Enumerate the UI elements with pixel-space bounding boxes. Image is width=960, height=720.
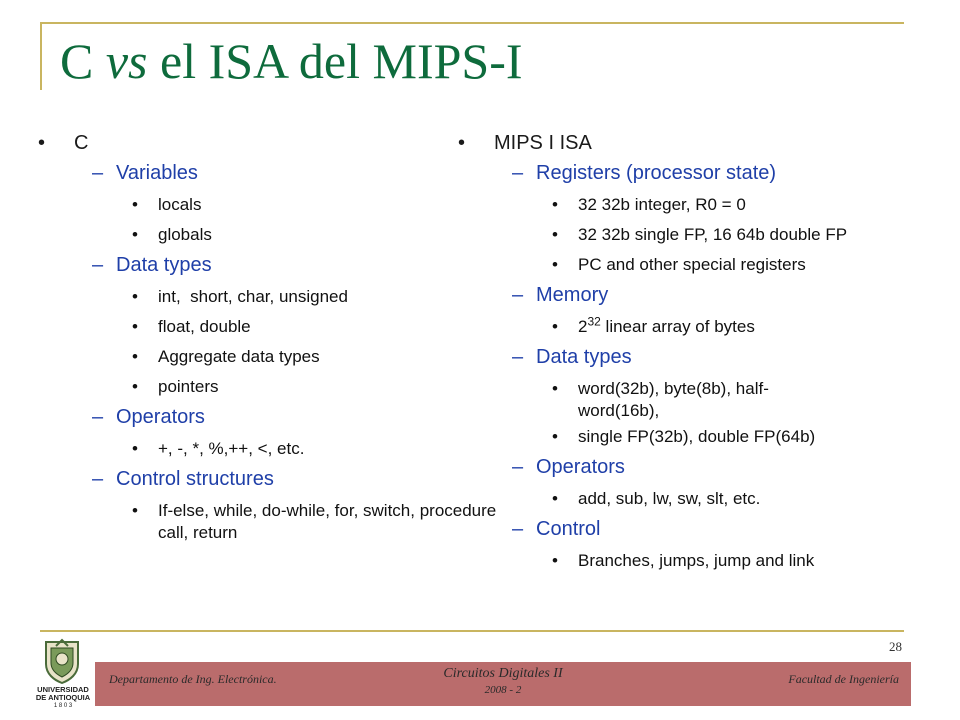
- list-item: • Aggregate data types: [132, 347, 320, 366]
- list-item: • single FP(32b), double FP(64b): [552, 427, 816, 446]
- right-section-data-types: – Data types: [512, 346, 632, 368]
- list-item: • add, sub, lw, sw, slt, etc.: [552, 489, 761, 508]
- footer-course: Circuitos Digitales II 2008 - 2: [443, 666, 563, 696]
- left-section-data-types: – Data types: [92, 254, 212, 276]
- left-section-operators: – Operators: [92, 406, 205, 428]
- list-item: • int, short, char, unsigned: [132, 287, 348, 306]
- crest-icon: [42, 638, 82, 684]
- list-item: • 32 32b integer, R0 = 0: [552, 195, 746, 214]
- list-item: • PC and other special registers: [552, 255, 806, 274]
- list-item: • 32 32b single FP, 16 64b double FP: [552, 225, 848, 244]
- left-accent-line: [40, 22, 42, 90]
- slide-title: C vs el ISA del MIPS-I: [60, 33, 523, 89]
- right-section-memory: – Memory: [512, 284, 609, 306]
- page-number: 28: [889, 639, 902, 654]
- list-item: • If-else, while, do-while, for, switch, procedure call, return: [132, 501, 497, 542]
- list-item: • float, double: [132, 317, 251, 336]
- right-section-registers: – Registers (processor state): [512, 162, 777, 184]
- footer-faculty: Facultad de Ingeniería: [788, 672, 899, 686]
- left-section-control-structures: – Control structures: [92, 468, 274, 490]
- right-column: [456, 132, 926, 580]
- left-section-variables: – Variables: [92, 162, 198, 184]
- left-heading: • C: [38, 132, 89, 154]
- list-item: • Branches, jumps, jump and link: [552, 551, 815, 570]
- university-logo: [34, 638, 92, 714]
- bottom-accent-line: [40, 630, 904, 632]
- right-heading: • MIPS I ISA: [458, 132, 592, 154]
- list-item: • +, -, *, %,++, <, etc.: [132, 439, 305, 458]
- right-section-control: – Control: [512, 518, 601, 540]
- list-item: • pointers: [132, 377, 219, 396]
- list-item: • $2^{32}$ linear array of bytes: [552, 314, 755, 336]
- right-section-operators: – Operators: [512, 456, 625, 478]
- footer-bar: [95, 662, 911, 706]
- left-column: [36, 132, 497, 548]
- logo-text: UNIVERSIDAD DE ANTIOQUIA 1 8 0 3: [35, 685, 91, 709]
- top-accent-line: [40, 22, 904, 24]
- footer-department: Departamento de Ing. Electrónica.: [109, 672, 277, 686]
- list-item: • word(32b), byte(8b), half-word(16b),: [552, 379, 769, 420]
- list-item: • globals: [132, 225, 212, 244]
- list-item: • locals: [132, 195, 202, 214]
